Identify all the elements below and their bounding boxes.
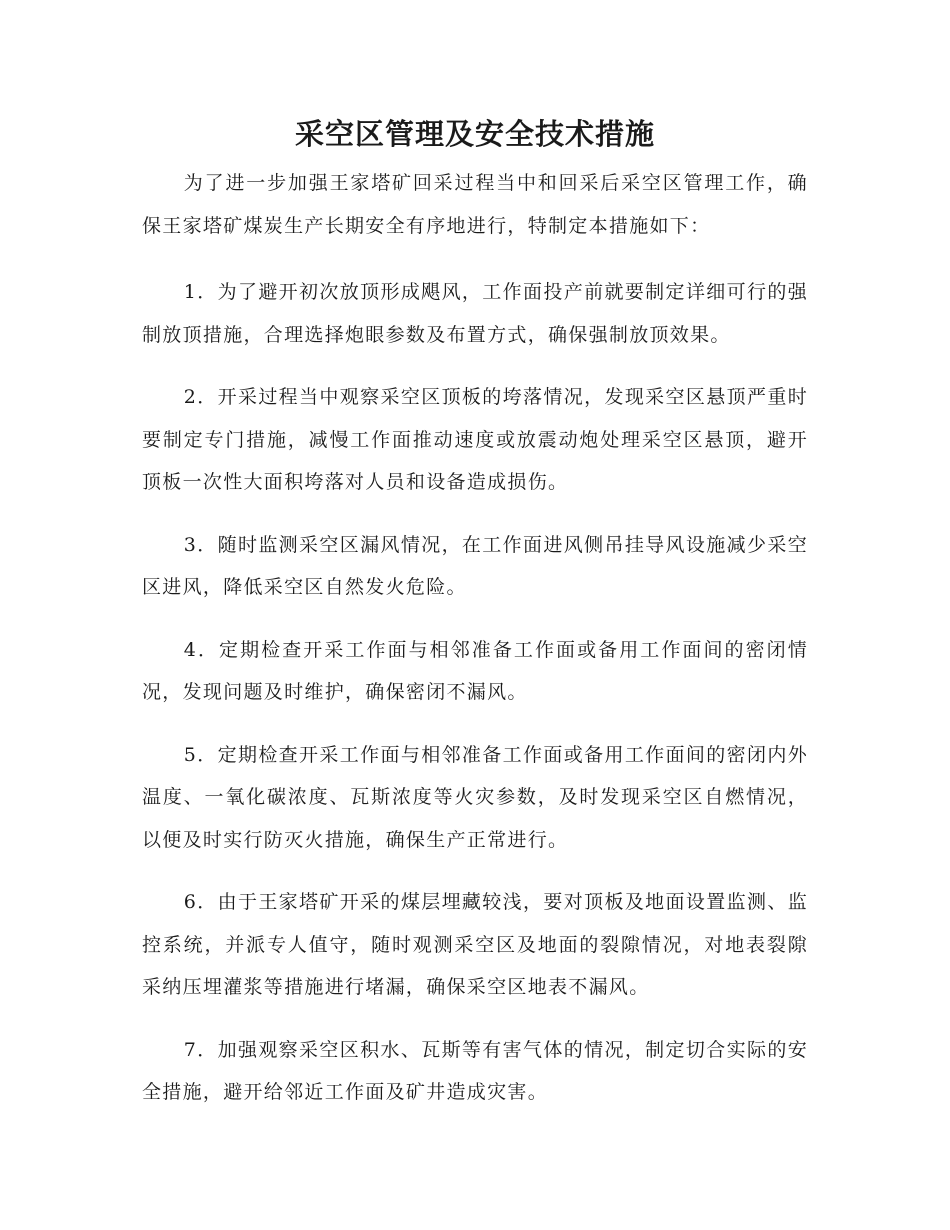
measure-item-3: 3．随时监测采空区漏风情况，在工作面进风侧吊挂导风设施减少采空区进风，降低采空区自然发火危险。	[142, 533, 808, 598]
document-title: 采空区管理及安全技术措施	[294, 117, 655, 151]
measure-item-6: 6．由于王家塔矿开采的煤层埋藏较浅，要对顶板及地面设置监测、监控系统，并派专人值守，随时观测采空区及地面的裂隙情况，对地表裂隙采纳压埋灌浆等措施进行堵漏，确保采空区地表不漏风。	[142, 891, 808, 998]
measure-item-7: 7．加强观察采空区积水、瓦斯等有害气体的情况，制定切合实际的安全措施，避开给邻近工作面及矿井造成灾害。	[142, 1038, 808, 1103]
document-page	[142, 112, 808, 1134]
measure-item-4: 4．定期检查开采工作面与相邻准备工作面或备用工作面间的密闭情况，发现问题及时维护，确保密闭不漏风。	[142, 638, 808, 703]
intro-paragraph: 为了进一步加强王家塔矿回采过程当中和回采后采空区管理工作，确保王家塔矿煤炭生产长期安全有序地进行，特制定本措施如下：	[142, 172, 808, 237]
measure-item-1: 1．为了避开初次放顶形成飓风，工作面投产前就要制定详细可行的强制放顶措施，合理选择炮眼参数及布置方式，确保强制放顶效果。	[142, 281, 808, 346]
measure-item-2: 2．开采过程当中观察采空区顶板的垮落情况，发现采空区悬顶严重时要制定专门措施，减慢工作面推动速度或放震动炮处理采空区悬顶，避开顶板一次性大面积垮落对人员和设备造成损伤。	[142, 386, 808, 493]
measure-item-5: 5．定期检查开采工作面与相邻准备工作面或备用工作面间的密闭内外温度、一氧化碳浓度、瓦斯浓度等火灾参数，及时发现采空区自燃情况，以便及时实行防灭火措施，确保生产正常进行。	[142, 743, 808, 851]
